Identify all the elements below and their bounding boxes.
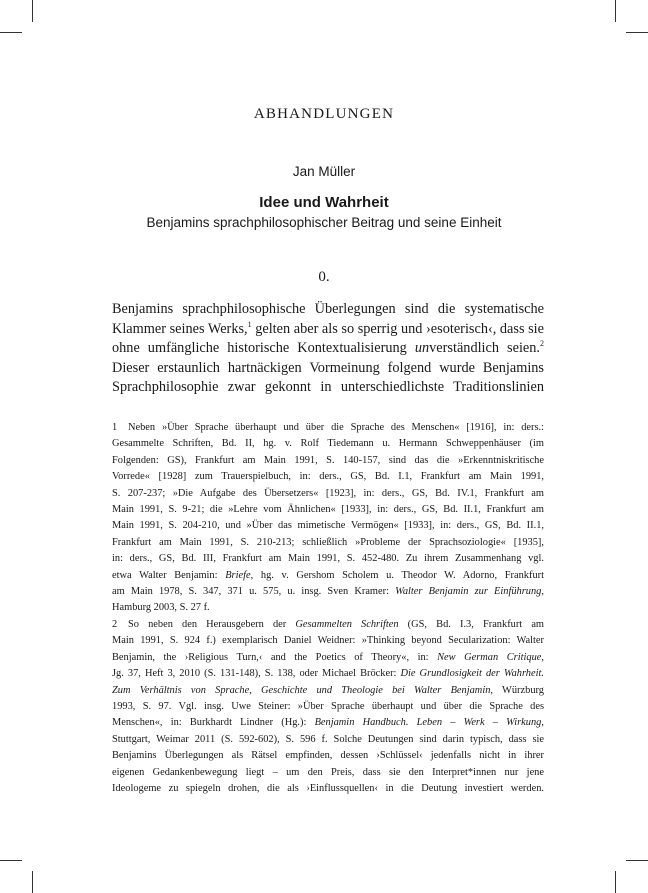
emphasis: Walter Benjamin zur Einführung <box>395 586 542 598</box>
body-text-span: ohne umfängliche historische Kontextualisierung <box>112 340 415 356</box>
body-line <box>112 320 544 340</box>
emphasis: Zum Verhältnis von Sprache, Geschichte und Theologie bei Walter Benjamin <box>112 684 491 696</box>
footnote-line: S. 207-237; »Die Aufgabe des Übersetzers« [1923], in: ders., GS, Bd. IV.1, Frankfurt am <box>112 487 544 499</box>
footnote-line: Folgenden: GS), Frankfurt am Main 1991, S. 140-157, sind das die »Erkenntniskritische <box>112 454 544 466</box>
footnote-number: 2 <box>112 618 118 630</box>
footnote-line <box>112 568 544 584</box>
footnote-line: 1993, S. 97. Vgl. insg. Uwe Steiner: »Über Sprache überhaupt und über die Sprache des <box>112 700 544 712</box>
footnote-line <box>112 584 544 600</box>
footnote-ref-2: 2 <box>540 339 544 349</box>
footnote-text: , <box>541 651 544 663</box>
footnote-line: Frankfurt am Main 1991, S. 210-213; schließlich »Probleme der Sprachsoziologie« [1935], <box>112 536 544 548</box>
emphasis: Briefe <box>225 569 251 581</box>
footnote-line: Main 1991, S. 924 f.) exemplarisch Daniel Weidner: »Thinking beyond Secularization: Walter <box>112 635 544 647</box>
footnote-text: etwa Walter Benjamin: <box>112 569 226 581</box>
footnote-text: , <box>541 586 544 598</box>
body-line: Sprachphilosophie zwar gekonnt in unterschiedlichste Traditionslinien <box>112 379 544 395</box>
footnote-text: Neben »Über Sprache überhaupt und über die Sprache des Menschen« [1916], in: ders.: <box>128 422 544 433</box>
footnote-line: Main 1991, S. 204-210, und »Über das mimetische Vermögen« [1933], in: ders., GS, Bd. II.1, <box>112 520 544 532</box>
article-subtitle: Benjamins sprachphilosophischer Beitrag und seine Einheit <box>146 215 502 230</box>
footnote-line <box>112 683 544 699</box>
footnote-text: (GS, Bd. I.3, Frankfurt am <box>398 618 545 630</box>
crop-mark-top-left <box>32 0 33 22</box>
body-paragraph <box>112 300 544 398</box>
footnote-line: Benjamins Überlegungen als Rätsel empfinden, dessen ›Schlüssel‹ jedenfalls nicht in ihrer <box>112 750 544 762</box>
footnote-line: Hamburg 2003, S. 27 f. <box>112 602 210 614</box>
footnote-line: Stuttgart, Weimar 2011 (S. 592-602), S. 596 f. Solche Deutungen sind darin typisch, dass sie <box>112 733 544 745</box>
crop-mark-top-right <box>615 0 616 22</box>
emphasis: Benjamin Handbuch. Leben – Werk – Wirkung <box>314 717 542 729</box>
crop-mark-bottom-right <box>615 871 616 893</box>
body-text-span: verständlich seien. <box>429 340 540 356</box>
author-name: Jan Müller <box>292 164 356 179</box>
emphasis: New German Critique <box>437 651 542 663</box>
footnote-line: Vorrede« [1928] zum Trauerspielbuch, in: ders., GS, Bd. I.1, Frankfurt am Main 1991, <box>112 471 544 483</box>
footnote-line <box>112 715 544 731</box>
footnote-text: am Main 1978, S. 347, 371 u. 575, u. insg. Sven Kramer: <box>112 586 396 598</box>
footnote-ref-1: 1 <box>247 319 252 329</box>
section-heading: ABHANDLUNGEN <box>253 106 395 122</box>
footnote-line <box>112 666 544 682</box>
footnote-text: , Würzburg <box>490 684 544 696</box>
footnote-line: Ideologeme zu spiegeln drohen, die als ›Einflussquellen‹ in die Deutung investiert werden. <box>112 782 544 794</box>
footnote-line <box>112 617 544 633</box>
footnote-text: So neben den Herausgebern der <box>128 618 296 630</box>
emphasis: un <box>414 340 430 356</box>
footnote-line: in: ders., GS, Bd. III, Frankfurt am Main 1991, S. 452-480. Zu ihrem Zusammenhang vgl. <box>112 553 544 565</box>
body-line <box>112 339 544 359</box>
body-text-span: gelten aber als so sperrig und ›esoterisch‹, dass sie <box>251 320 544 337</box>
crop-mark-top-right-h <box>626 32 648 33</box>
crop-mark-bottom-left <box>32 871 33 893</box>
body-line: Benjamins sprachphilosophische Überlegungen sind die systematische <box>112 301 544 317</box>
footnote-text: Jg. 37, Heft 3, 2010 (S. 131-148), S. 138, oder Michael Bröcker: <box>112 668 401 680</box>
footnote-text: , <box>541 717 544 729</box>
footnote-line <box>112 420 544 436</box>
emphasis: Die Grundlosigkeit der Wahrheit. <box>400 668 544 680</box>
footnote-line <box>112 650 544 666</box>
emphasis: Gesammelten Schriften <box>295 618 399 630</box>
crop-mark-top-left-h <box>0 32 22 33</box>
footnote-line: Gesammelte Schriften, Bd. II, hg. v. Rolf Tiedemann u. Hermann Schweppenhäuser (im <box>112 438 544 450</box>
footnote-text: Menschen«, in: Burkhardt Lindner (Hg.): <box>112 717 315 729</box>
footnote-text: Benjamin, the ›Religious Turn,‹ and the Poetics of Theory«, in: <box>112 651 438 663</box>
footnote-line: eigenen Gedankenbewegung liegt – um den Preis, dass sie den Interpret*innen nur jene <box>112 766 544 778</box>
body-text-span: Klammer seines Werks, <box>112 320 248 337</box>
footnote-number: 1 <box>112 422 118 433</box>
footnote-line: Main 1991, S. 9-21; die »Lehre vom Ähnlichen« [1933], in: ders., GS, Bd. II.1, Frankfurt am <box>112 504 544 516</box>
crop-mark-bottom-right-h <box>626 860 648 861</box>
crop-mark-bottom-left-h <box>0 860 22 861</box>
section-number: 0. <box>318 269 330 285</box>
footnotes <box>112 420 544 797</box>
footnote-text: , hg. v. Gershom Scholem u. Theodor W. Adorno, Frankfurt <box>250 569 544 581</box>
article-title: Idee und Wahrheit <box>259 194 389 211</box>
body-line: Dieser erstaunlich hartnäckigen Vormeinung folgend wurde Benjamins <box>112 359 544 376</box>
